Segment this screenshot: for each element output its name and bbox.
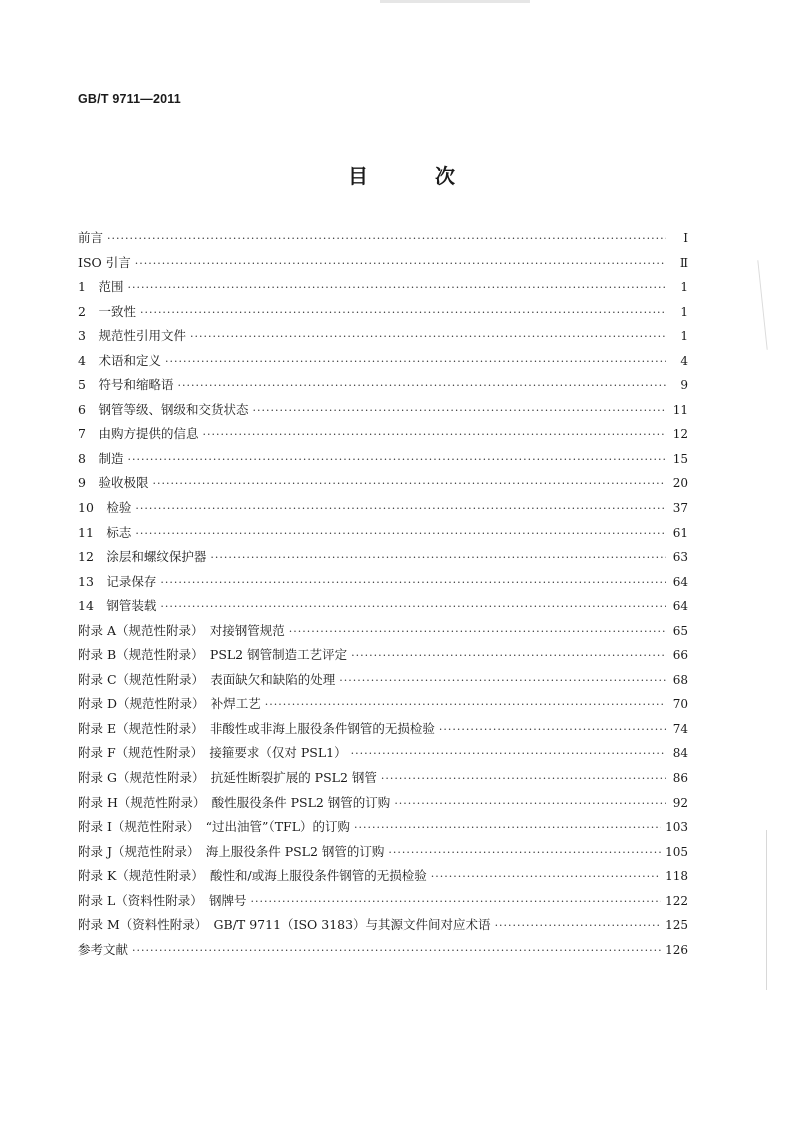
- toc-leader-dots: [135, 521, 666, 546]
- toc-entry-label: 附录 J（规范性附录） 海上服役条件 PSL2 钢管的订购: [78, 843, 385, 859]
- toc-entry[interactable]: [78, 398, 688, 423]
- table-of-contents: [78, 226, 688, 962]
- toc-entry-page-number: 65: [672, 623, 688, 638]
- toc-leader-dots: [202, 422, 666, 447]
- toc-entry[interactable]: [78, 300, 688, 325]
- toc-entry[interactable]: [78, 668, 688, 693]
- toc-entry-page-number: 70: [672, 697, 688, 712]
- toc-leader-dots: [160, 594, 666, 619]
- toc-leader-dots: [127, 447, 666, 472]
- toc-entry-label: 附录 E（规范性附录） 非酸性或非海上服役条件钢管的无损检验: [78, 720, 435, 736]
- toc-leader-dots: [135, 496, 666, 521]
- toc-entry-label: 附录 D（规范性附录） 补焊工艺: [78, 696, 261, 712]
- toc-leader-dots: [152, 471, 666, 496]
- toc-entry-label: 5 符号和缩略语: [78, 377, 174, 393]
- toc-entry-label: 附录 K（规范性附录） 酸性和/或海上服役条件钢管的无损检验: [78, 868, 427, 884]
- toc-entry-page-number: 125: [665, 918, 688, 933]
- toc-entry[interactable]: [78, 619, 688, 644]
- toc-entry-label: ISO 引言: [78, 254, 131, 270]
- toc-entry-page-number: 126: [665, 942, 688, 957]
- toc-entry-label: 附录 A（规范性附录） 对接钢管规范: [78, 622, 285, 638]
- toc-entry[interactable]: [78, 373, 688, 398]
- toc-leader-dots: [165, 349, 666, 374]
- toc-entry[interactable]: [78, 545, 688, 570]
- toc-entry-label: 11 标志: [78, 524, 132, 540]
- toc-entry[interactable]: [78, 447, 688, 472]
- toc-leader-dots: [160, 570, 666, 595]
- page-title: 目 次: [348, 164, 485, 188]
- toc-entry-label: 14 钢管装载: [78, 598, 157, 614]
- toc-entry-page-number: 122: [665, 893, 688, 908]
- toc-leader-dots: [431, 864, 661, 889]
- toc-entry-page-number: 86: [672, 771, 688, 786]
- toc-entry[interactable]: [78, 422, 688, 447]
- toc-entry-page-number: 68: [672, 672, 688, 687]
- toc-entry[interactable]: [78, 717, 688, 742]
- toc-leader-dots: [265, 692, 666, 717]
- toc-entry-page-number: 105: [665, 844, 688, 859]
- toc-entry-label: 附录 C（规范性附录） 表面缺欠和缺陷的处理: [78, 671, 336, 687]
- toc-entry-page-number: 37: [672, 501, 688, 516]
- toc-entry-label: 13 记录保存: [78, 573, 157, 589]
- toc-entry-label: 前言: [78, 230, 104, 245]
- toc-entry-page-number: 64: [672, 599, 688, 614]
- toc-entry[interactable]: [78, 938, 688, 963]
- toc-leader-dots: [388, 840, 661, 865]
- toc-entry-page-number: 1: [680, 280, 688, 295]
- toc-leader-dots: [289, 619, 666, 644]
- toc-entry-page-number: 103: [665, 820, 688, 835]
- toc-leader-dots: [177, 373, 666, 398]
- toc-leader-dots: [394, 791, 666, 816]
- toc-entry[interactable]: [78, 521, 688, 546]
- toc-entry-page-number: 9: [680, 378, 688, 393]
- toc-leader-dots: [210, 545, 666, 570]
- toc-leader-dots: [251, 889, 662, 914]
- scan-artifact: [757, 260, 767, 350]
- toc-entry-label: 9 验收极限: [78, 475, 149, 491]
- toc-entry[interactable]: [78, 471, 688, 496]
- toc-entry-page-number: 12: [672, 427, 688, 442]
- toc-entry[interactable]: [78, 913, 688, 938]
- toc-leader-dots: [135, 251, 666, 276]
- toc-entry[interactable]: [78, 570, 688, 595]
- toc-entry[interactable]: [78, 815, 688, 840]
- toc-entry[interactable]: [78, 766, 688, 791]
- toc-entry[interactable]: [78, 840, 688, 865]
- toc-entry-label: 3 规范性引用文件: [78, 328, 186, 344]
- toc-entry[interactable]: [78, 889, 688, 914]
- toc-entry-page-number: 1: [680, 329, 688, 344]
- toc-entry-label: 2 一致性: [78, 303, 136, 319]
- toc-entry-label: 附录 L（资料性附录） 钢牌号: [78, 892, 247, 908]
- toc-entry[interactable]: [78, 275, 688, 300]
- toc-leader-dots: [252, 398, 666, 423]
- toc-entry-label: 附录 F（规范性附录） 接箍要求（仅对 PSL1）: [78, 745, 347, 761]
- toc-entry-page-number: 92: [672, 795, 688, 810]
- toc-leader-dots: [495, 913, 662, 938]
- toc-entry-page-number: 20: [672, 476, 688, 491]
- toc-entry[interactable]: [78, 864, 688, 889]
- toc-entry[interactable]: [78, 741, 688, 766]
- toc-entry[interactable]: [78, 324, 688, 349]
- toc-entry-label: 12 涂层和螺纹保护器: [78, 549, 207, 565]
- toc-entry-page-number: Ⅰ: [683, 231, 688, 245]
- toc-leader-dots: [354, 815, 661, 840]
- toc-entry-page-number: 66: [672, 648, 688, 663]
- toc-entry-label: 4 术语和定义: [78, 352, 161, 368]
- toc-entry[interactable]: [78, 594, 688, 619]
- toc-entry[interactable]: [78, 251, 688, 276]
- toc-entry[interactable]: [78, 226, 688, 251]
- toc-leader-dots: [127, 275, 666, 300]
- toc-entry[interactable]: [78, 496, 688, 521]
- toc-entry-label: 附录 M（资料性附录） GB/T 9711（ISO 3183）与其源文件间对应术语: [78, 917, 491, 933]
- document-code: GB/T 9711—2011: [78, 92, 181, 106]
- toc-entry-label: 7 由购方提供的信息: [78, 426, 199, 442]
- scan-artifact: [766, 830, 767, 990]
- toc-entry[interactable]: [78, 692, 688, 717]
- toc-entry-page-number: 15: [672, 451, 688, 466]
- toc-entry-page-number: 74: [672, 721, 688, 736]
- toc-leader-dots: [190, 324, 666, 349]
- toc-leader-dots: [107, 226, 666, 251]
- toc-entry-page-number: 63: [672, 550, 688, 565]
- toc-leader-dots: [140, 300, 666, 325]
- toc-entry-label: 附录 G（规范性附录） 抗延性断裂扩展的 PSL2 钢管: [78, 770, 377, 786]
- toc-entry-page-number: Ⅱ: [679, 255, 688, 270]
- toc-entry-label: 6 钢管等级、钢级和交货状态: [78, 401, 249, 417]
- toc-entry-page-number: 118: [665, 869, 688, 884]
- toc-entry-label: 附录 I（规范性附录） “过出油管”（TFL）的订购: [78, 819, 351, 835]
- toc-entry-label: 附录 H（规范性附录） 酸性服役条件 PSL2 钢管的订购: [78, 794, 391, 810]
- toc-entry-page-number: 61: [672, 525, 688, 540]
- toc-entry-label: 附录 B（规范性附录） PSL2 钢管制造工艺评定: [78, 647, 348, 663]
- toc-leader-dots: [351, 741, 666, 766]
- toc-leader-dots: [339, 668, 666, 693]
- toc-entry-page-number: 4: [680, 353, 688, 368]
- scan-artifact: [380, 0, 530, 3]
- toc-entry-page-number: 11: [672, 402, 688, 417]
- toc-entry-label: 10 检验: [78, 500, 132, 516]
- toc-entry-label: 参考文献: [78, 941, 129, 957]
- toc-entry-page-number: 84: [672, 746, 688, 761]
- toc-entry[interactable]: [78, 643, 688, 668]
- toc-entry-page-number: 64: [672, 574, 688, 589]
- toc-leader-dots: [439, 717, 666, 742]
- toc-leader-dots: [132, 938, 661, 963]
- toc-entry[interactable]: [78, 791, 688, 816]
- toc-entry-label: 1 范围: [78, 279, 124, 295]
- toc-leader-dots: [351, 643, 666, 668]
- toc-entry-label: 8 制造: [78, 450, 124, 466]
- toc-leader-dots: [381, 766, 666, 791]
- toc-entry[interactable]: [78, 349, 688, 374]
- toc-entry-page-number: 1: [680, 304, 688, 319]
